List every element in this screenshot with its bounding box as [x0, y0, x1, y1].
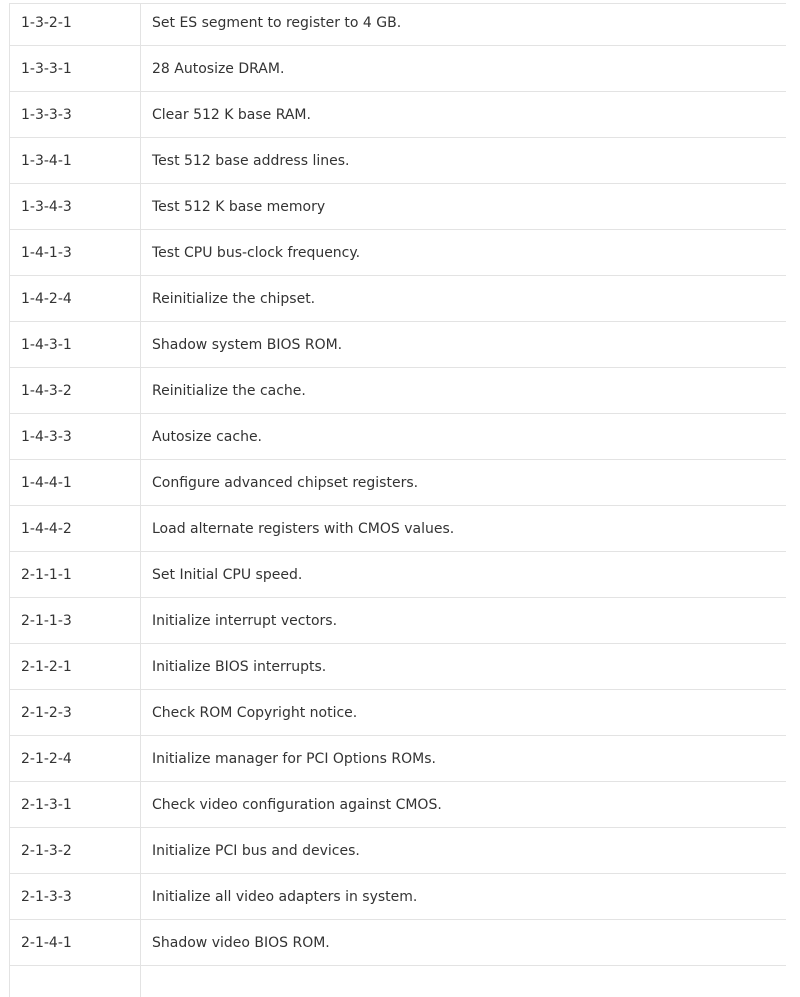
table-row — [10, 598, 787, 644]
table-row — [10, 920, 787, 966]
table-row — [10, 460, 787, 506]
table-row — [10, 184, 787, 230]
beep-code-cell: 2-1-2-3 — [10, 690, 141, 736]
beep-code-cell: 1-3-4-3 — [10, 184, 141, 230]
beep-code-cell: 1-3-4-1 — [10, 138, 141, 184]
table-row — [10, 644, 787, 690]
description-cell: Set ES segment to register to 4 GB. — [141, 0, 787, 46]
beep-code-cell: 2-1-4-1 — [10, 920, 141, 966]
description-cell: Test 512 K base memory — [141, 184, 787, 230]
table-row — [10, 230, 787, 276]
beep-code-cell: 2-1-2-1 — [10, 644, 141, 690]
beep-code-table-body — [10, 0, 787, 997]
description-cell: Test 512 base address lines. — [141, 138, 787, 184]
beep-code-cell: 1-4-4-2 — [10, 506, 141, 552]
description-cell: Initialize PCI bus and devices. — [141, 828, 787, 874]
description-cell: Check video configuration against CMOS. — [141, 782, 787, 828]
table-top-border — [9, 0, 786, 4]
description-cell: Reinitialize the chipset. — [141, 276, 787, 322]
description-cell: Reinitialize the cache. — [141, 368, 787, 414]
table-row — [10, 782, 787, 828]
beep-code-cell: 1-4-3-1 — [10, 322, 141, 368]
beep-code-cell: 2-1-2-4 — [10, 736, 141, 782]
description-cell — [141, 966, 787, 997]
description-cell: Load alternate registers with CMOS values. — [141, 506, 787, 552]
beep-code-cell: 1-4-1-3 — [10, 230, 141, 276]
table-row — [10, 966, 787, 997]
description-cell: Initialize interrupt vectors. — [141, 598, 787, 644]
beep-code-cell: 1-3-3-1 — [10, 46, 141, 92]
beep-code-cell: 1-4-3-2 — [10, 368, 141, 414]
description-cell: Shadow video BIOS ROM. — [141, 920, 787, 966]
beep-code-cell: 1-4-4-1 — [10, 460, 141, 506]
beep-code-cell — [10, 966, 141, 997]
table-row — [10, 874, 787, 920]
description-cell: Initialize BIOS interrupts. — [141, 644, 787, 690]
description-cell: 28 Autosize DRAM. — [141, 46, 787, 92]
description-cell: Shadow system BIOS ROM. — [141, 322, 787, 368]
description-cell: Test CPU bus-clock frequency. — [141, 230, 787, 276]
description-cell: Clear 512 K base RAM. — [141, 92, 787, 138]
table-row — [10, 552, 787, 598]
table-row — [10, 276, 787, 322]
beep-code-table-container — [9, 0, 786, 997]
description-cell: Initialize manager for PCI Options ROMs. — [141, 736, 787, 782]
beep-code-cell: 2-1-3-3 — [10, 874, 141, 920]
table-row — [10, 322, 787, 368]
table-row — [10, 736, 787, 782]
beep-code-cell: 1-3-3-3 — [10, 92, 141, 138]
description-cell: Autosize cache. — [141, 414, 787, 460]
description-cell: Set Initial CPU speed. — [141, 552, 787, 598]
beep-code-cell: 2-1-1-1 — [10, 552, 141, 598]
beep-code-cell: 2-1-1-3 — [10, 598, 141, 644]
beep-code-cell: 2-1-3-2 — [10, 828, 141, 874]
description-cell: Check ROM Copyright notice. — [141, 690, 787, 736]
table-row — [10, 0, 787, 46]
table-row — [10, 138, 787, 184]
beep-code-cell: 1-4-3-3 — [10, 414, 141, 460]
beep-code-table — [9, 0, 786, 997]
beep-code-cell: 1-3-2-1 — [10, 0, 141, 46]
table-row — [10, 506, 787, 552]
table-row — [10, 828, 787, 874]
table-row — [10, 46, 787, 92]
table-row — [10, 414, 787, 460]
beep-code-cell: 2-1-3-1 — [10, 782, 141, 828]
table-row — [10, 92, 787, 138]
description-cell: Configure advanced chipset registers. — [141, 460, 787, 506]
table-row — [10, 368, 787, 414]
description-cell: Initialize all video adapters in system. — [141, 874, 787, 920]
beep-code-cell: 1-4-2-4 — [10, 276, 141, 322]
table-row — [10, 690, 787, 736]
